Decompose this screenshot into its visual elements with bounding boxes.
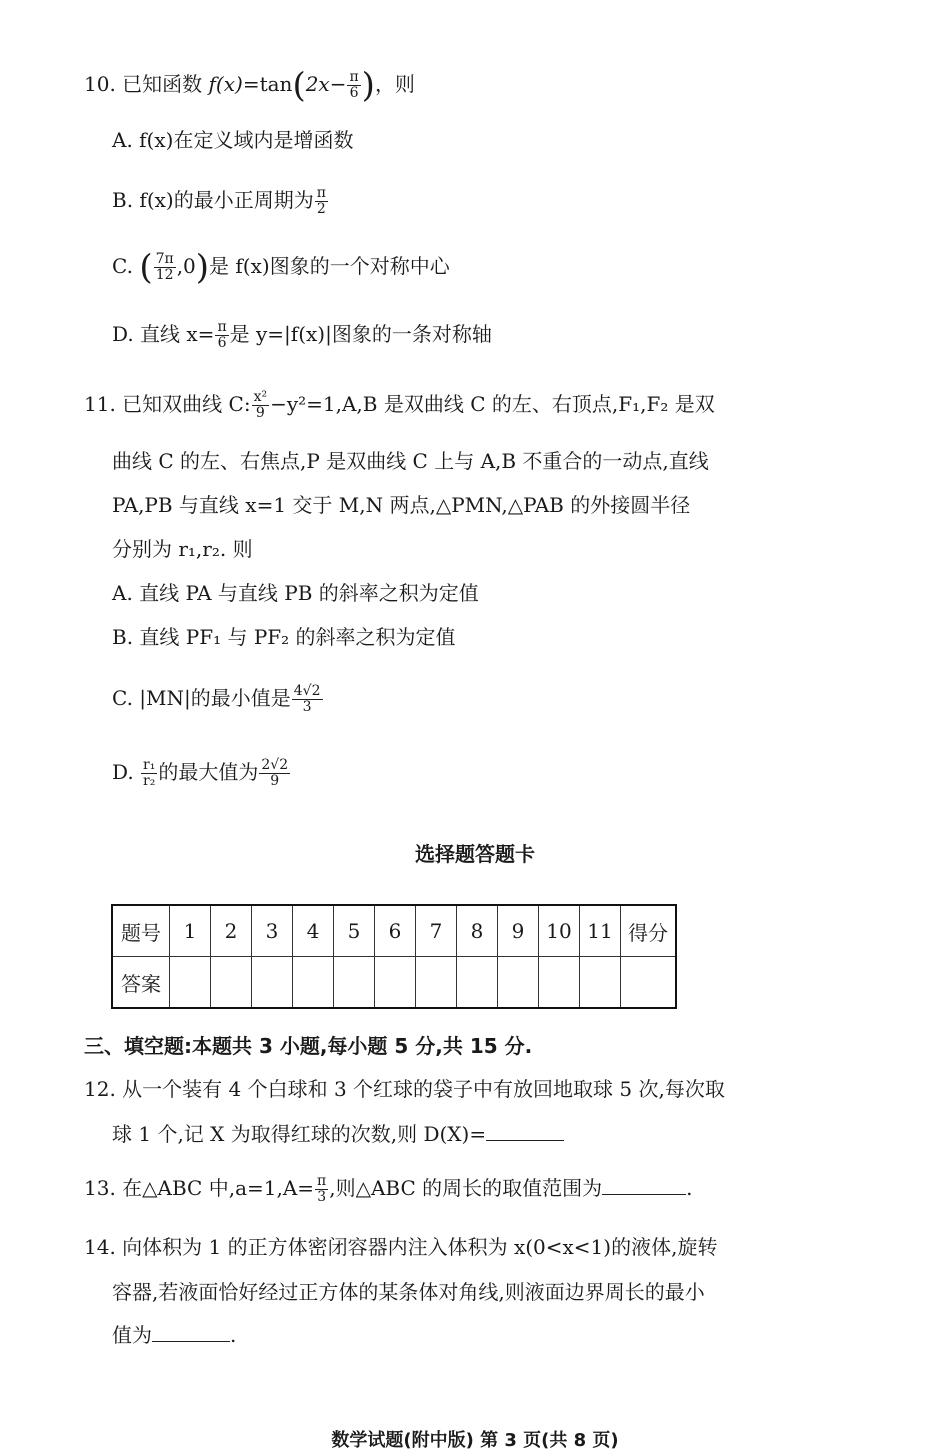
card-header-cell: 1 [170, 905, 211, 957]
q11-option-d [112, 758, 291, 789]
q12-line-2-text: 球 1 个,记 X 为取得红球的次数,则 D(X)= [112, 1122, 487, 1146]
q10-option-d-a: D. 直线 x= [112, 322, 215, 346]
answer-card-title: 选择题答题卡 [415, 842, 535, 866]
q11-line-2: 曲线 C 的左、右焦点,P 是双曲线 C 上与 A,B 不重合的一动点,直线 [112, 449, 709, 473]
q10-option-b [112, 186, 329, 217]
answer-cell-8[interactable] [457, 957, 498, 1009]
card-header-cell: 9 [498, 905, 539, 957]
q12-line-2 [112, 1120, 564, 1148]
q11-option-c [112, 684, 324, 715]
card-header-cell: 6 [375, 905, 416, 957]
q11-c-num: 4√2 [293, 683, 321, 699]
card-header-cell: 题号 [112, 905, 170, 957]
answer-cell-1[interactable] [170, 957, 211, 1009]
q10-option-c-fraction [154, 252, 176, 283]
q11-d-r1: r₁ [143, 757, 156, 773]
answer-card-table [111, 904, 677, 1009]
q11-line-1 [84, 390, 715, 421]
q10-c-zero: ,0 [176, 254, 196, 278]
section-3-heading: 三、填空题:本题共 3 小题,每小题 5 分,共 15 分. [84, 1034, 533, 1058]
answer-cell-7[interactable] [416, 957, 457, 1009]
q14-period: . [230, 1323, 237, 1347]
q13-text-a: 13. 在△ABC 中,a=1,A= [84, 1176, 315, 1200]
q10-option-b-fraction [315, 186, 328, 217]
q11-option-c-text: C. |MN|的最小值是 [112, 686, 291, 710]
q10-option-c: C. ( $\frac{7\pi}{12}$ ,0)是 f(x)图象的一个对称中心 [112, 247, 450, 288]
q11-l1-a: 11. 已知双曲线 C: [84, 392, 251, 416]
q11-c-den: 3 [302, 699, 312, 715]
answer-card-header-row [112, 905, 676, 957]
q13-text-b: ,则△ABC 的周长的取值范围为 [329, 1176, 603, 1200]
q10-stem-fraction [347, 70, 360, 101]
q10-option-b-text: B. f(x)的最小正周期为 [112, 188, 314, 212]
q13-line [84, 1174, 693, 1205]
card-header-cell: 得分 [621, 905, 677, 957]
q11-line-4: 分别为 r₁,r₂. 则 [112, 537, 253, 561]
answer-card-answer-row [112, 957, 676, 1009]
card-header-cell: 4 [293, 905, 334, 957]
answer-cell-5[interactable] [334, 957, 375, 1009]
card-header-cell: 10 [539, 905, 580, 957]
q11-d-vden: 9 [270, 773, 280, 789]
card-header-cell: 3 [252, 905, 293, 957]
q10-stem-fx: f(x) [208, 72, 243, 96]
q13-answer-blank[interactable] [602, 1176, 686, 1195]
card-header-cell: 8 [457, 905, 498, 957]
card-header-cell: 11 [580, 905, 621, 957]
answer-cell-2[interactable] [211, 957, 252, 1009]
q14-line-3-text: 值为 [112, 1323, 152, 1347]
q12-line-1: 12. 从一个装有 4 个白球和 3 个红球的袋子中有放回地取球 5 次,每次取 [84, 1077, 725, 1101]
card-header-cell: 7 [416, 905, 457, 957]
answer-cell-4[interactable] [293, 957, 334, 1009]
q10-option-c-label: C. [112, 254, 140, 278]
score-cell[interactable] [621, 957, 677, 1009]
q11-x2-fraction [252, 390, 270, 421]
q10-option-d [112, 320, 492, 351]
card-header-cell: 5 [334, 905, 375, 957]
answer-cell-9[interactable] [498, 957, 539, 1009]
q10-b-pi: π [316, 185, 326, 201]
q12-answer-blank[interactable] [486, 1122, 564, 1141]
q11-d-vnum: 2√2 [261, 757, 289, 773]
q10-stem: 10. 已知函数 f(x)=tan(2x− $\frac{\pi}{6}$ )，则 [84, 65, 415, 106]
page-footer: 数学试题(附中版) 第 3 页(共 8 页) [331, 1430, 619, 1451]
answer-cell-6[interactable] [375, 957, 416, 1009]
q13-fraction [315, 1174, 328, 1205]
q11-option-d-value [259, 758, 290, 789]
answer-cell-11[interactable] [580, 957, 621, 1009]
q11-option-c-fraction [292, 684, 323, 715]
q14-line-2: 容器,若液面恰好经过正方体的某条体对角线,则液面边界周长的最小 [112, 1280, 705, 1304]
q11-option-d-label: D. [112, 760, 141, 784]
q10-c-den: 12 [155, 267, 174, 283]
q11-x2: x² [253, 389, 268, 405]
card-answer-label: 答案 [112, 957, 170, 1009]
q10-option-a: A. f(x)在定义域内是增函数 [112, 128, 354, 152]
q14-answer-blank[interactable] [152, 1323, 230, 1342]
card-header-cell: 2 [211, 905, 252, 957]
q14-line-3 [112, 1321, 236, 1349]
q10-stem-arg: 2x− [305, 72, 347, 96]
q11-option-a: A. 直线 PA 与直线 PB 的斜率之积为定值 [112, 581, 479, 605]
q13-period: . [686, 1176, 693, 1200]
q11-option-d-ratio [141, 758, 157, 789]
q10-six-den: 6 [349, 85, 359, 101]
q11-nine: 9 [255, 405, 265, 421]
q14-line-1: 14. 向体积为 1 的正方体密闭容器内注入体积为 x(0<x<1)的液体,旋转 [84, 1235, 718, 1259]
q10-option-d-b: 是 y=|f(x)|图象的一条对称轴 [229, 322, 492, 346]
q10-b-two: 2 [316, 201, 326, 217]
answer-cell-3[interactable] [252, 957, 293, 1009]
q10-d-pi: π [217, 319, 227, 335]
q10-c-num: 7π [155, 251, 174, 267]
q13-three: 3 [317, 1189, 327, 1205]
q11-d-r2: r₂ [143, 773, 156, 789]
q11-l1-b: −y²=1,A,B 是双曲线 C 的左、右顶点,F₁,F₂ 是双 [270, 392, 715, 416]
q11-option-d-text: 的最大值为 [158, 760, 259, 784]
q10-d-six: 6 [217, 335, 227, 351]
q13-pi: π [317, 1173, 327, 1189]
q10-pi-num: π [349, 69, 359, 85]
answer-cell-10[interactable] [539, 957, 580, 1009]
q11-option-b: B. 直线 PF₁ 与 PF₂ 的斜率之积为定值 [112, 625, 456, 649]
q10-stem-a: 10. 已知函数 [84, 72, 209, 96]
q10-c-text: 是 f(x)图象的一个对称中心 [209, 254, 450, 278]
q11-line-3: PA,PB 与直线 x=1 交于 M,N 两点,△PMN,△PAB 的外接圆半径 [112, 493, 691, 517]
q10-stem-end: ，则 [374, 72, 415, 96]
q10-stem-tan: =tan [242, 72, 293, 96]
q10-option-d-fraction [215, 320, 228, 351]
